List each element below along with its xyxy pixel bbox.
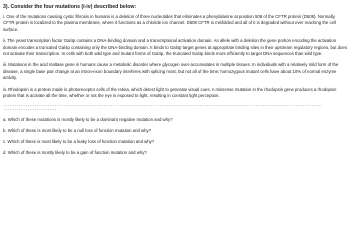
question-b: b. Which of these is most likely to be a null loss of function mutation and why? bbox=[3, 128, 152, 134]
mutation-paragraph-iii: iii. Mutations in the acid maltase gene in humans cause a metabolic disorder where glycogen over-accumulates in multiple tissues. In individuals with a relatively mild form of the disease, a single base pair change at an intron-exon boundary interferes with splicing most, but not all of the time; homozygous mutant cells have about 10% of normal enzyme activity. bbox=[3, 62, 339, 81]
mutation-paragraph-i: i. One of the mutations causing cystic fibrosis in humans is a deletion of three nucleotides that eliminates a phenylalanine at position 508 of the CFTR protein (D508). Normally, CFTR protein is localized to the plasma membrane, where it functions as a chloride ion channel. D508 CFTR is misfolded and all of it is degraded without ever reaching the cell surface. bbox=[3, 14, 336, 32]
question-d: d. Which of these is mostly likely to be a gain of function mutation and why? bbox=[3, 149, 147, 155]
question-heading: 3). Consider the four mutations (i-iv) described below: bbox=[3, 4, 137, 10]
question-c: c. Which of these is most likely to be a leaky loss of function mutation and why? bbox=[3, 138, 155, 144]
dashed-divider-long: ----------------------------------------------------------------------------------------------------------------------------------------------- bbox=[3, 104, 323, 109]
mutation-paragraph-iv: iv. Rhodopsin is a protein made in photoreceptor cells of the retina, which detect light to generate visual cues. A missense mutation in the rhodopsin gene produces a rhodopsin protein that is activate all the time, whether or not the eye is exposed to light, resulting in constant light perception. bbox=[3, 86, 337, 99]
dashed-divider-short: ------------------------ bbox=[3, 108, 57, 113]
question-a: a. Which of these mutations is mostly likely to be a dominant negative mutation and why? bbox=[3, 117, 173, 123]
mutation-paragraph-ii: ii. The yeast transcription factor Gal4p contains a DNA-binding domain and a transcriptional activation domain. An allele with a deletion the gene portion encoding the activation domain encodes a truncated Gal4p containing only the DNA-binding domain. It binds to Gal4p target genes at appropriate binding sites in their upstream regulatory regions, but does not activate their transcription. In cells with both wild type and mutant forms of Gal4p, the truncated Gal4p binds more efficiently to target DNA sequences than wild type. bbox=[3, 38, 347, 57]
document-page bbox=[3, 4, 347, 160]
